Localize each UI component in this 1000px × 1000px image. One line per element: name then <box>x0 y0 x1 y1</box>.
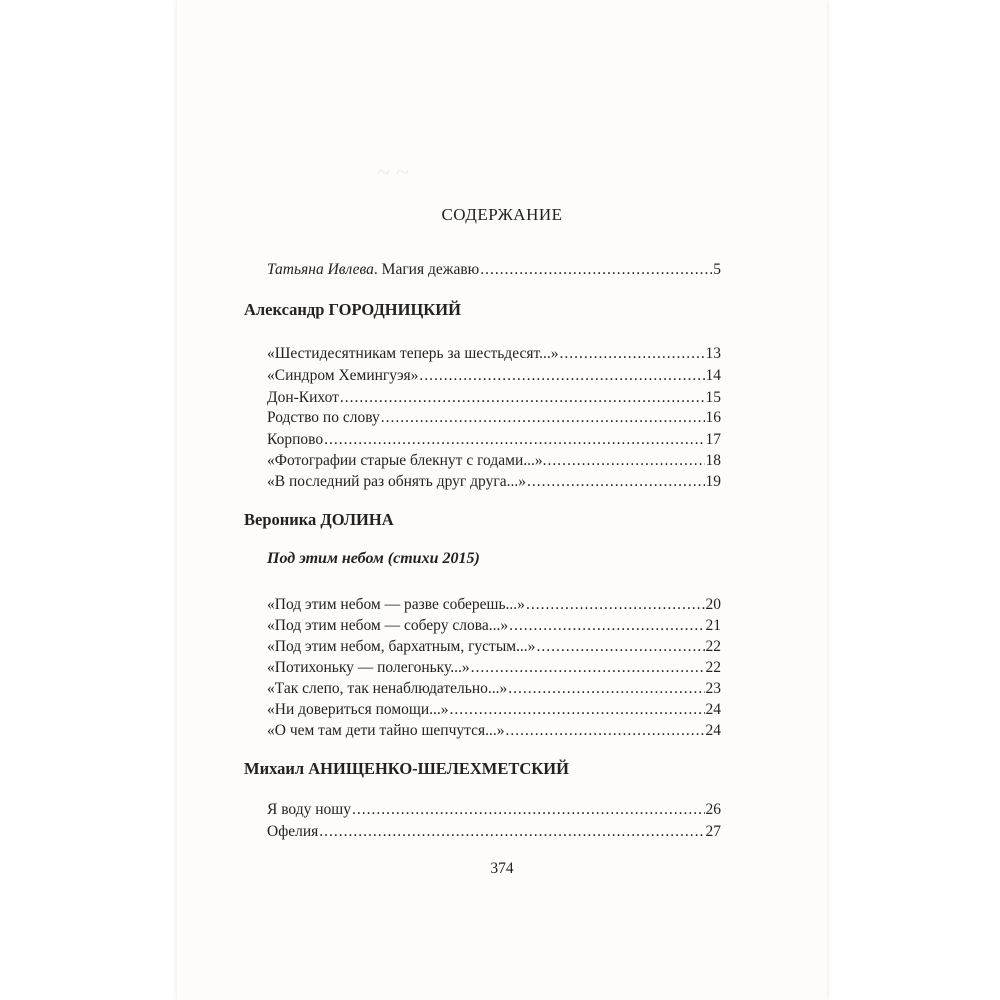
toc-entry-label <box>267 260 479 280</box>
dot-leader <box>526 595 705 615</box>
subsection-heading: Под этим небом (стихи 2015) <box>267 550 480 567</box>
toc-entry-title: «В последний раз обнять друг друга...» <box>267 473 526 490</box>
dot-leader <box>319 822 704 842</box>
toc-entry[interactable] <box>267 344 721 364</box>
toc-entry-title: «Так слепо, так ненаблюдательно...» <box>267 680 508 697</box>
dot-leader <box>508 679 704 699</box>
toc-entry[interactable] <box>267 637 721 657</box>
toc-entry-title: Корпово <box>267 431 324 448</box>
author-heading: Вероника ДОЛИНА <box>244 510 394 529</box>
toc-entry-title: «Потихоньку — полегоньку...» <box>267 659 470 676</box>
toc-entry-page: 20 <box>705 596 721 613</box>
book-page <box>177 0 827 1000</box>
toc-entry[interactable] <box>267 822 721 842</box>
toc-entry-page: 16 <box>705 409 721 426</box>
toc-entry-page: 5 <box>713 261 721 278</box>
dot-leader <box>381 408 705 428</box>
toc-entry-page: 17 <box>705 431 721 448</box>
toc-entry[interactable] <box>267 388 721 408</box>
dot-leader <box>471 658 705 678</box>
toc-entry-page: 22 <box>705 638 721 655</box>
toc-entry-title: «Синдром Хемингуэя» <box>267 367 419 384</box>
toc-entry[interactable] <box>267 800 721 820</box>
toc-entry-title: Родство по слову <box>267 409 380 426</box>
dot-leader <box>559 344 704 364</box>
toc-entry-title: «Ни довериться помощи...» <box>267 701 449 718</box>
dot-leader <box>352 800 705 820</box>
toc-entry-page: 22 <box>705 659 721 676</box>
toc-entry-page: 13 <box>705 345 721 362</box>
toc-entry[interactable] <box>267 721 721 741</box>
toc-entry-page: 24 <box>705 722 721 739</box>
dot-leader <box>450 700 705 720</box>
dot-leader <box>324 430 704 450</box>
toc-entry-title: Офелия <box>267 823 319 840</box>
toc-entry-page: 14 <box>705 367 721 384</box>
dot-leader <box>547 451 704 471</box>
toc-entry-title: . Магия дежавю <box>373 261 480 278</box>
dot-leader <box>505 721 704 741</box>
dot-leader <box>340 388 705 408</box>
toc-entry-title: «Под этим небом — соберу слова...» <box>267 617 509 634</box>
dot-leader <box>419 366 704 386</box>
toc-entry-title: Дон-Кихот <box>267 389 339 406</box>
toc-entry-page: 26 <box>705 801 721 818</box>
toc-entry[interactable] <box>267 430 721 450</box>
toc-entry-title: Я воду ношу <box>267 801 351 818</box>
toc-entry[interactable] <box>267 658 721 678</box>
page-number: 374 <box>490 860 514 877</box>
toc-entry-title: «Под этим небом, бархатным, густым...» <box>267 638 536 655</box>
toc-entry-title: «О чем там дети тайно шепчутся...» <box>267 722 505 739</box>
toc-entry[interactable] <box>267 595 721 615</box>
toc-entry-page: 19 <box>705 473 721 490</box>
toc-entry-intro[interactable] <box>267 260 721 280</box>
toc-entry[interactable] <box>267 366 721 386</box>
toc-entry-page: 18 <box>705 452 721 469</box>
author-heading: Михаил АНИЩЕНКО-ШЕЛЕХМЕТСКИЙ <box>244 759 569 778</box>
toc-entry-title: «Фотографии старые блекнут с годами...». <box>267 452 547 469</box>
author-heading: Александр ГОРОДНИЦКИЙ <box>244 300 461 319</box>
dot-leader <box>527 472 705 492</box>
dot-leader <box>536 637 704 657</box>
toc-entry[interactable] <box>267 451 721 471</box>
toc-entry[interactable] <box>267 616 721 636</box>
toc-entry-title: «Шестидесятникам теперь за шестьдесят...» <box>267 345 559 362</box>
toc-entry-page: 21 <box>705 617 721 634</box>
toc-entry-title: «Под этим небом — разве соберешь...» <box>267 596 525 613</box>
toc-entry[interactable] <box>267 700 721 720</box>
toc-heading: СОДЕРЖАНИЕ <box>441 205 563 224</box>
bleed-through-mark: ~ ~ <box>377 160 409 186</box>
toc-entry[interactable] <box>267 408 721 428</box>
dot-leader <box>480 260 712 280</box>
toc-entry-page: 23 <box>705 680 721 697</box>
toc-entry-author: Татьяна Ивлева <box>267 261 374 278</box>
dot-leader <box>509 616 704 636</box>
toc-entry[interactable] <box>267 472 721 492</box>
toc-entry-page: 27 <box>705 823 721 840</box>
toc-entry[interactable] <box>267 679 721 699</box>
toc-entry-page: 24 <box>705 701 721 718</box>
toc-entry-page: 15 <box>705 389 721 406</box>
